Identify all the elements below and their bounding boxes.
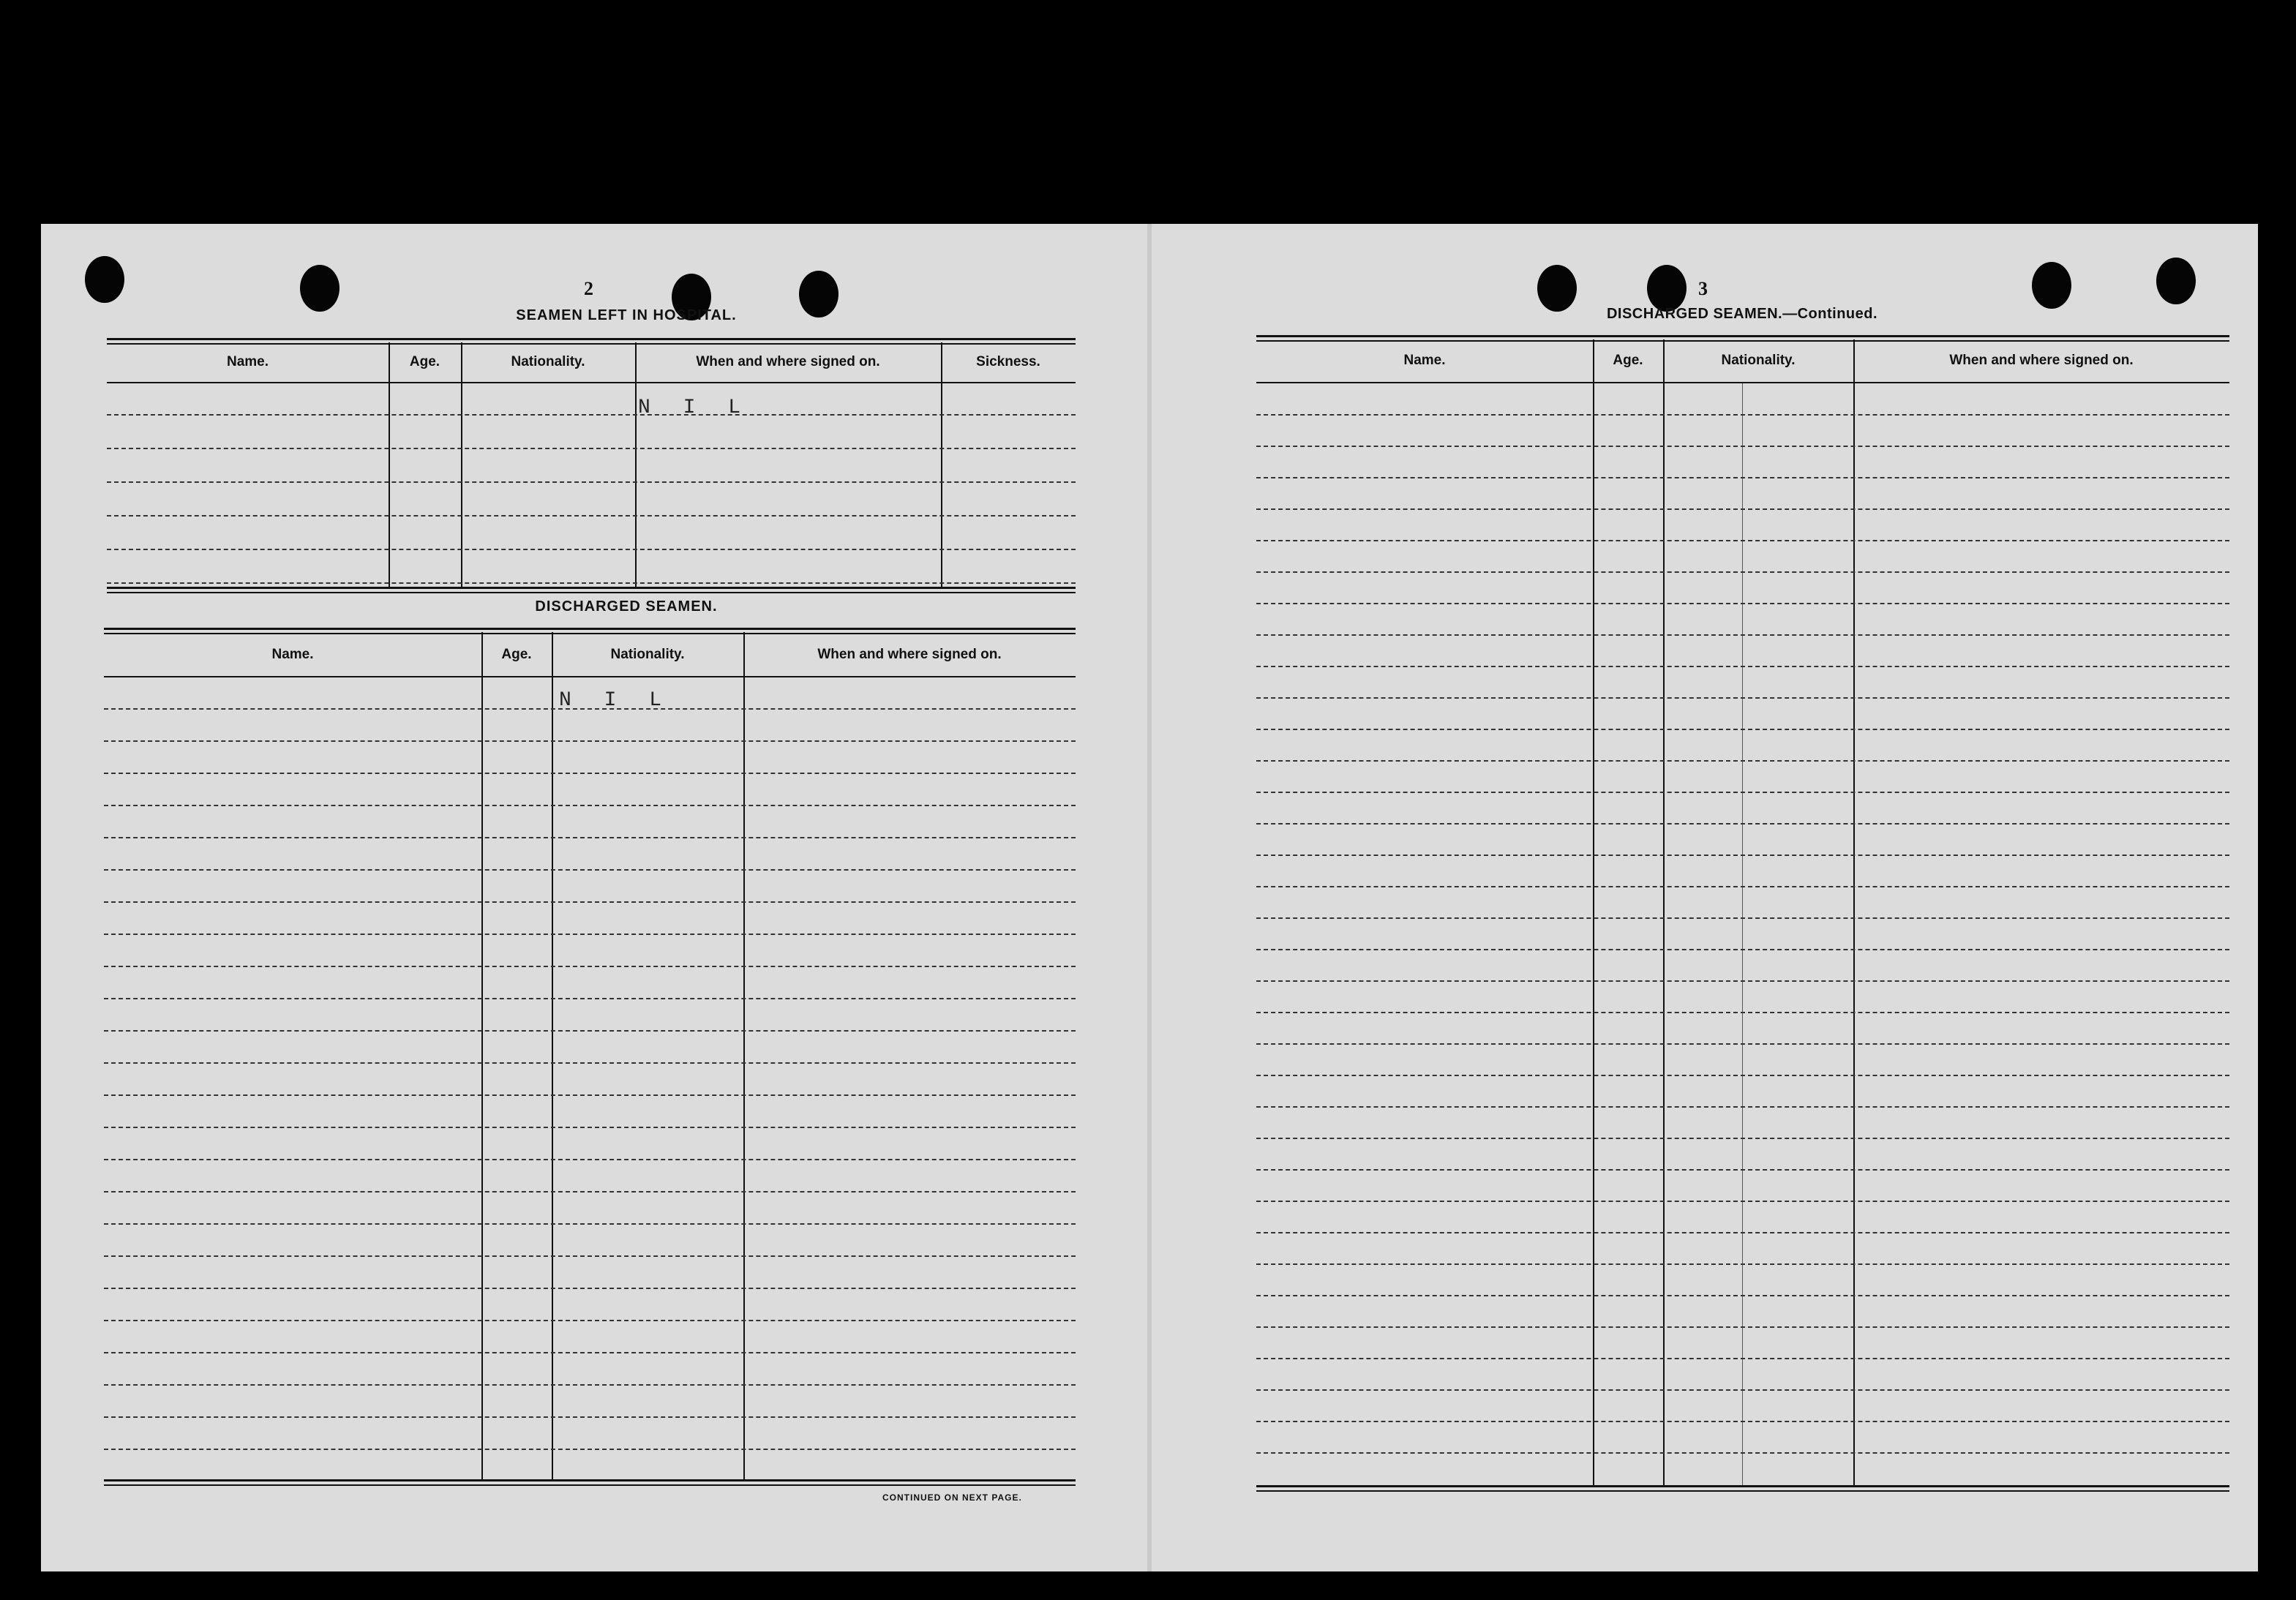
ledger-row-line — [104, 773, 1076, 774]
page-right — [1149, 224, 2258, 1571]
ledger-row-line — [1256, 1043, 2229, 1045]
nil-entry: N I L — [559, 689, 672, 712]
ledger-row-line — [1256, 603, 2229, 604]
header-rule — [1256, 382, 2229, 383]
column-header-age: Age. — [501, 647, 532, 662]
table-top-rule — [107, 338, 1076, 345]
continued-footnote: CONTINUED ON NEXT PAGE. — [882, 1492, 1022, 1503]
nil-entry: N I L — [638, 397, 751, 419]
ledger-row-line — [104, 934, 1076, 935]
ledger-row-line — [104, 1127, 1076, 1128]
ledger-row-line — [1256, 1358, 2229, 1359]
column-header-name: Name. — [271, 647, 314, 662]
column-header-nationality: Nationality. — [1721, 353, 1796, 368]
ledger-row-line — [104, 869, 1076, 871]
ledger-row-line — [104, 901, 1076, 903]
ledger-row-line — [1256, 1169, 2229, 1171]
punch-hole — [2156, 258, 2196, 304]
ledger-row-line — [104, 1352, 1076, 1353]
table-top-rule — [104, 628, 1076, 634]
ledger-row-line — [104, 1288, 1076, 1289]
table-bottom-rule — [104, 1479, 1076, 1486]
column-divider — [635, 342, 637, 588]
header-rule — [107, 382, 1076, 383]
ledger-row-line — [104, 1416, 1076, 1418]
ledger-row-line — [1256, 729, 2229, 730]
document-sheet — [41, 224, 2258, 1571]
ledger-row-line — [104, 1223, 1076, 1225]
ledger-row-line — [104, 837, 1076, 838]
ledger-row-line — [1256, 1012, 2229, 1013]
page-left — [41, 224, 1149, 1571]
ledger-row-line — [104, 708, 1076, 710]
ledger-row-line — [104, 1094, 1076, 1096]
ledger-row-line — [104, 1191, 1076, 1193]
punch-hole — [1647, 265, 1687, 312]
ledger-row-line — [104, 1062, 1076, 1064]
ledger-row-line — [1256, 980, 2229, 982]
table-bottom-rule — [1256, 1485, 2229, 1492]
ledger-row-line — [1256, 1421, 2229, 1422]
punch-hole — [300, 265, 339, 312]
ledger-row-line — [1256, 508, 2229, 510]
ledger-row-line — [1256, 477, 2229, 478]
table-bottom-rule — [107, 587, 1076, 593]
ledger-row-line — [104, 1384, 1076, 1386]
ledger-row-line — [1256, 414, 2229, 416]
header-rule — [104, 676, 1076, 677]
column-header-age: Age. — [1613, 353, 1643, 368]
ledger-row-line — [107, 414, 1076, 416]
ledger-row-line — [107, 549, 1076, 550]
ledger-row-line — [1256, 1295, 2229, 1296]
ledger-row-line — [104, 1320, 1076, 1321]
column-divider — [389, 342, 390, 588]
ledger-row-line — [1256, 1452, 2229, 1454]
ledger-row-line — [104, 998, 1076, 999]
column-header-name: Name. — [226, 354, 269, 369]
discharged-table — [104, 628, 1076, 1490]
column-header-age: Age. — [409, 354, 440, 369]
ledger-row-line — [1256, 697, 2229, 699]
column-header-nationality: Nationality. — [511, 354, 585, 369]
column-subdivider — [1742, 383, 1743, 1485]
column-divider — [552, 632, 553, 1481]
discharged-continued-table — [1256, 335, 2229, 1495]
column-header-signed-on: When and where signed on. — [696, 354, 880, 369]
ledger-row-line — [1256, 571, 2229, 573]
column-divider — [743, 632, 745, 1481]
column-divider — [1663, 339, 1665, 1487]
ledger-row-line — [1256, 1263, 2229, 1265]
column-divider — [481, 632, 483, 1481]
column-divider — [461, 342, 462, 588]
ledger-row-line — [1256, 760, 2229, 762]
ledger-row-line — [1256, 823, 2229, 825]
ledger-row-line — [1256, 1106, 2229, 1108]
column-divider — [1853, 339, 1855, 1487]
ledger-row-line — [1256, 792, 2229, 793]
page-number: 2 — [584, 278, 593, 299]
ledger-row-line — [1256, 666, 2229, 667]
column-header-signed-on: When and where signed on. — [817, 647, 1002, 662]
hospital-table — [107, 338, 1076, 598]
ledger-row-line — [104, 1030, 1076, 1032]
ledger-row-line — [1256, 1232, 2229, 1233]
column-header-sickness: Sickness. — [976, 354, 1040, 369]
column-divider — [1593, 339, 1594, 1487]
column-header-name: Name. — [1403, 353, 1446, 368]
ledger-row-line — [1256, 949, 2229, 950]
ledger-row-line — [1256, 1138, 2229, 1139]
ledger-row-line — [104, 805, 1076, 806]
column-header-nationality: Nationality. — [610, 647, 685, 662]
ledger-row-line — [1256, 446, 2229, 447]
ledger-row-line — [104, 1449, 1076, 1450]
ledger-row-line — [104, 1159, 1076, 1160]
ledger-row-line — [1256, 855, 2229, 856]
ledger-row-line — [1256, 1201, 2229, 1202]
page-number: 3 — [1698, 278, 1708, 299]
ledger-row-line — [107, 481, 1076, 483]
punch-hole — [85, 256, 124, 303]
ledger-row-line — [107, 515, 1076, 517]
ledger-row-line — [104, 1255, 1076, 1257]
ledger-row-line — [104, 740, 1076, 742]
ledger-row-line — [1256, 634, 2229, 636]
ledger-row-line — [1256, 917, 2229, 919]
ledger-row-line — [107, 448, 1076, 449]
ledger-row-line — [104, 966, 1076, 967]
ledger-row-line — [1256, 1389, 2229, 1391]
ledger-row-line — [107, 582, 1076, 584]
ledger-row-line — [1256, 540, 2229, 541]
column-divider — [941, 342, 942, 588]
punch-hole — [1537, 265, 1577, 312]
ledger-row-line — [1256, 1075, 2229, 1076]
punch-hole — [2032, 262, 2071, 309]
ledger-row-line — [1256, 1326, 2229, 1328]
discharged-section-title: DISCHARGED SEAMEN. — [535, 598, 718, 615]
table-top-rule — [1256, 335, 2229, 342]
column-header-signed-on: When and where signed on. — [1949, 353, 2134, 368]
hospital-section-title: SEAMEN LEFT IN HOSPITAL. — [516, 307, 737, 323]
ledger-row-line — [1256, 886, 2229, 887]
discharged-continued-title: DISCHARGED SEAMEN.—Continued. — [1606, 306, 1878, 322]
